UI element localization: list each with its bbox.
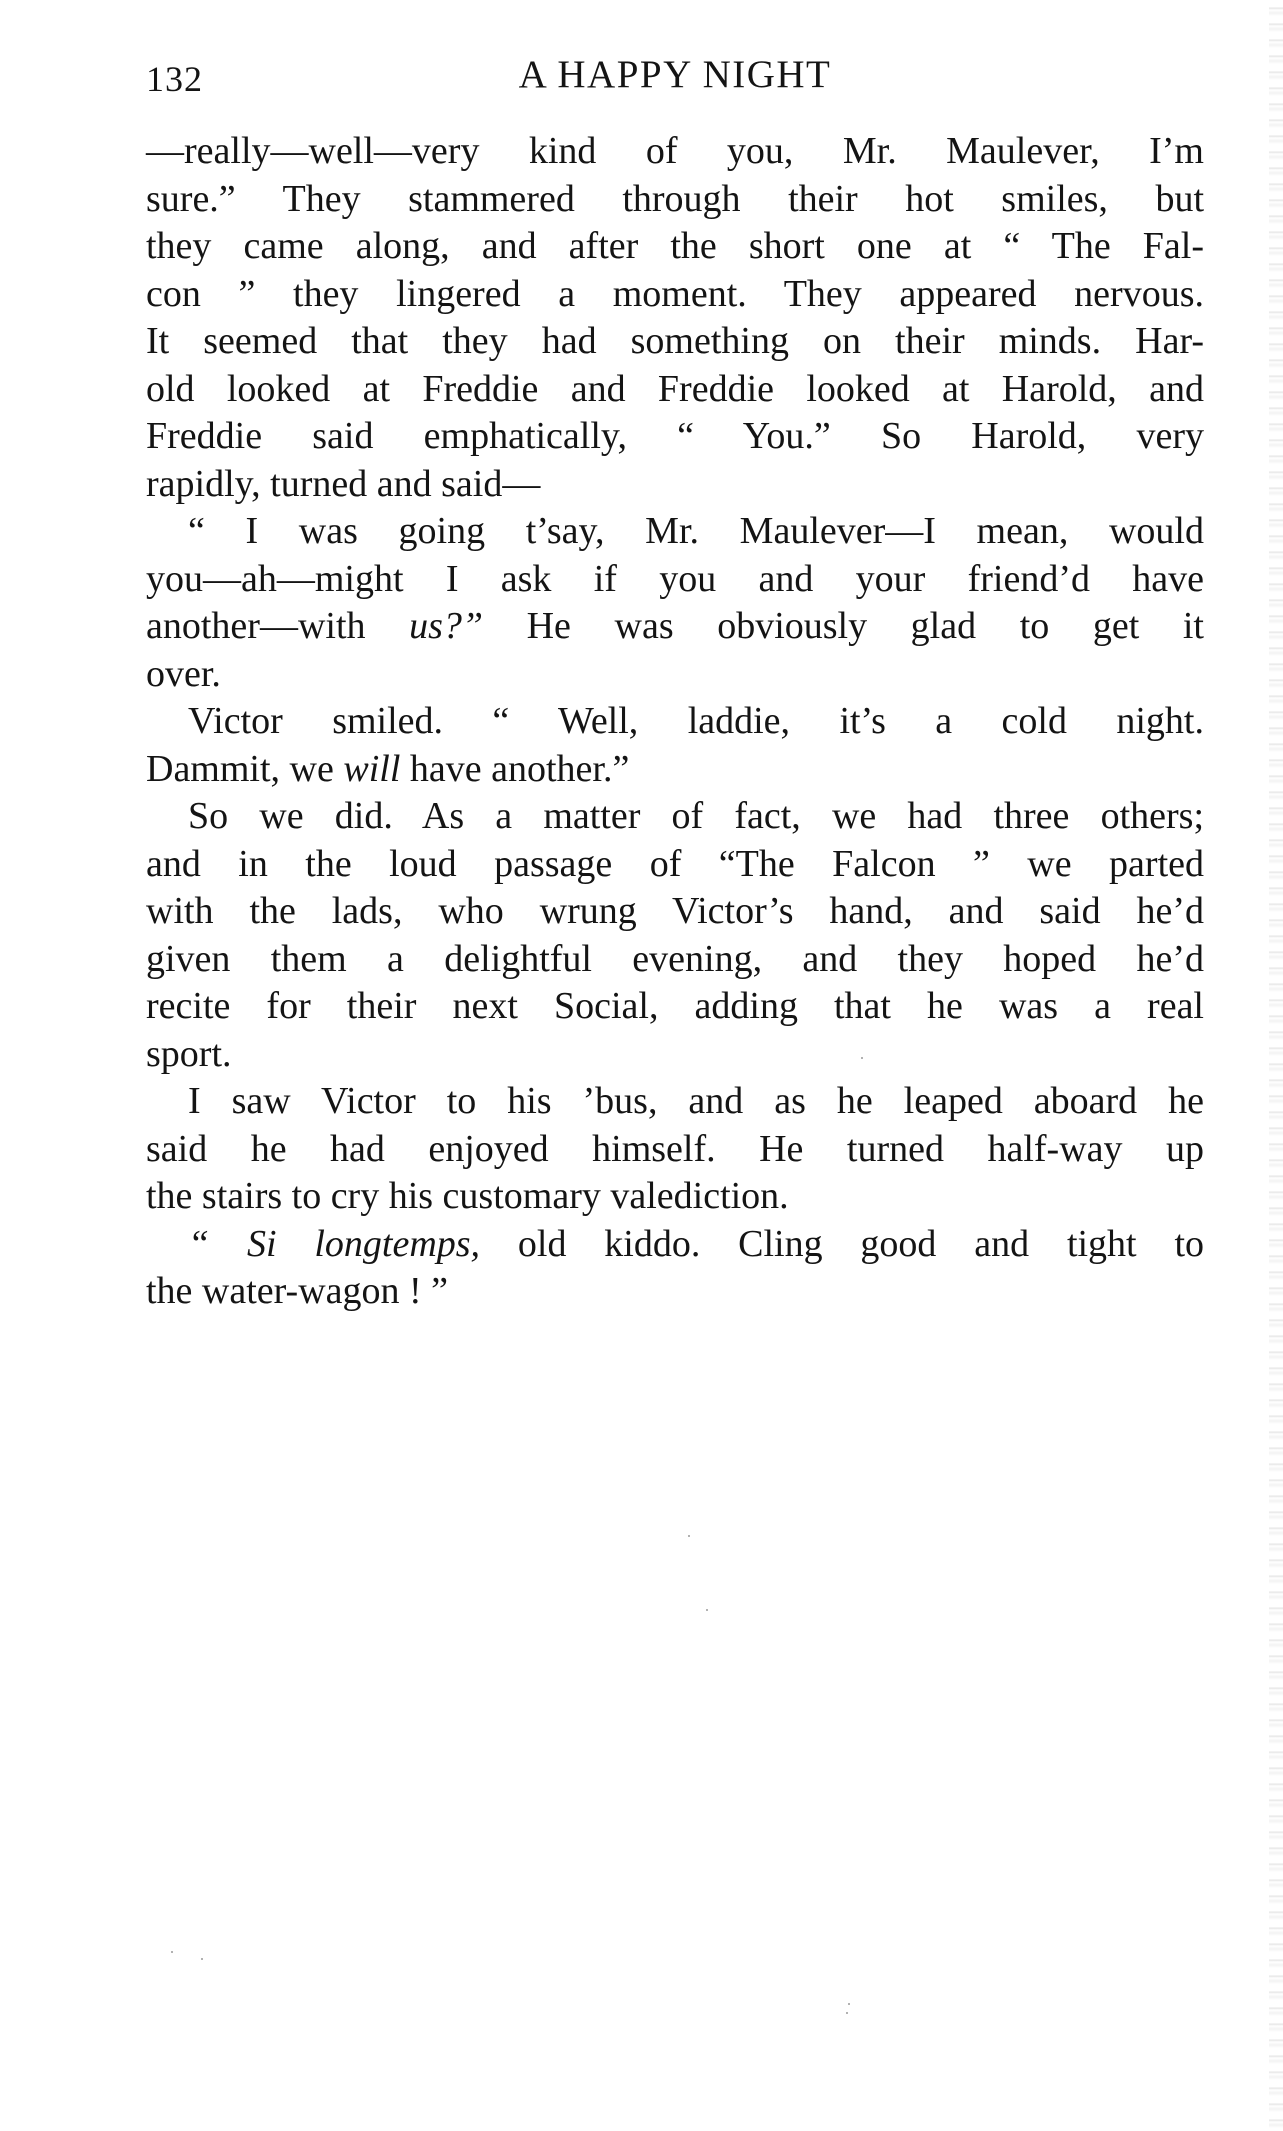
paper-speck [688,1535,690,1537]
text-line: over. [146,652,221,695]
text-line: with the lads, who wrung Victor’s hand, and said he’d [146,890,1204,932]
italic-run: “ Si longtemps, [188,1222,481,1265]
text-line: the water-wagon ! ” [146,1270,449,1312]
text-line: old looked at Freddie and Freddie looked at Harold, and [146,367,1204,410]
text-line: sure.” They stammered through their hot smiles, but [146,177,1204,220]
text-line: con ” they lingered a moment. They appeared nervous. [146,272,1204,315]
text-run: Dammit, we [146,747,344,790]
page-header [146,52,1204,104]
page-number: 132 [146,59,203,99]
page-edge-shadow [1269,0,1283,2131]
paper-speck [171,1951,173,1953]
text-line: —really—well—very kind of you, Mr. Maulever, I’m [146,130,1204,172]
running-head: A HAPPY NIGHT [518,53,832,96]
text-run: another—with [146,605,410,647]
body-text [146,128,1204,1316]
text-line-with-italic [146,1221,1204,1269]
text-line: you—ah—might I ask if you and your friend’d have [146,557,1204,600]
italic-run: will [343,747,401,790]
text-run: old kiddo. Cling good and tight to [480,1222,1204,1265]
text-line: rapidly, turned and said— [146,462,541,505]
text-run: have another.” [400,747,630,790]
text-line: So we did. As a matter of fact, we had three others; [188,795,1204,837]
text-line: “ I was going t’say, Mr. Maulever—I mean, would [188,510,1204,552]
italic-run: us?” [409,605,484,647]
paper-speck [201,1958,203,1960]
text-line-with-italic [146,746,1204,794]
text-line: and in the loud passage of “The Falcon ” we parted [146,842,1204,885]
text-line-with-italic [146,603,1204,651]
text-line: sport. [146,1032,232,1075]
text-line: Freddie said emphatically, “ You.” So Harold, very [146,415,1204,457]
paper-speck [848,2003,850,2005]
text-line: said he had enjoyed himself. He turned half-way up [146,1127,1204,1170]
text-line: It seemed that they had something on their minds. Har- [146,320,1204,362]
text-line: Victor smiled. “ Well, laddie, it’s a cold night. [188,700,1204,742]
text-line: they came along, and after the short one at “ The Fal- [146,225,1204,267]
paper-speck [861,1057,863,1059]
paper-speck [846,2012,848,2014]
text-run: He was obviously glad to get it [483,605,1204,647]
paper-speck [706,1609,708,1611]
text-line: the stairs to cry his customary valediction. [146,1175,789,1217]
text-line: recite for their next Social, adding that he was a real [146,985,1204,1027]
text-line: given them a delightful evening, and they hoped he’d [146,937,1204,980]
text-line: I saw Victor to his ’bus, and as he leaped aboard he [188,1080,1204,1122]
